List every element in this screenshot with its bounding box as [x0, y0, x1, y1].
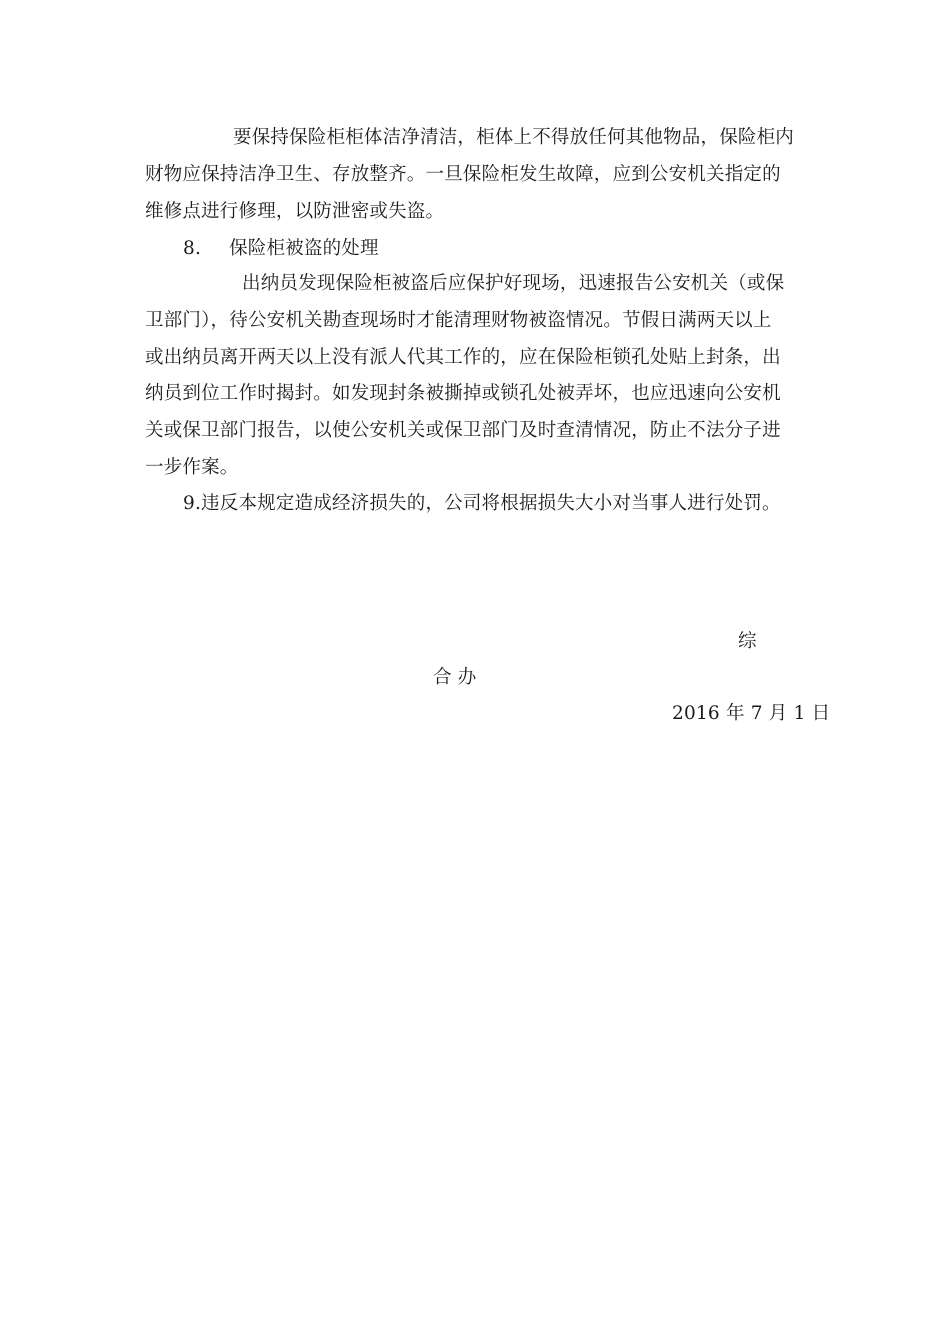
para2-line-3: 或出纳员离开两天以上没有派人代其工作的，应在保险柜锁孔处贴上封条，出 — [145, 347, 781, 368]
signature-dept-part-2: 合 办 — [433, 667, 477, 688]
para2-line-1: 出纳员发现保险柜被盗后应保护好现场，迅速报告公安机关（或保 — [242, 273, 785, 294]
para1-line-3: 维修点进行修理，以防泄密或失盗。 — [145, 201, 445, 222]
item-8-number: 8. — [183, 238, 202, 259]
para2-line-2: 卫部门），待公安机关勘查现场时才能清理财物被盗情况。节假日满两天以上 — [145, 310, 772, 331]
signature-date: 2016 年 7 月 1 日 — [672, 703, 831, 724]
item-8-title: 保险柜被盗的处理 — [229, 238, 379, 259]
para2-line-5: 关或保卫部门报告，以使公安机关或保卫部门及时查清情况，防止不法分子进 — [145, 420, 781, 441]
item-8-heading — [183, 236, 379, 262]
para1-line-1: 要保持保险柜柜体洁净清洁，柜体上不得放任何其他物品，保险柜内 — [233, 127, 795, 148]
para2-line-4: 纳员到位工作时揭封。如发现封条被撕掉或锁孔处被弄坏，也应迅速向公安机 — [145, 383, 781, 404]
signature-dept-part-1: 综 — [738, 631, 757, 652]
para2-line-6: 一步作案。 — [145, 457, 239, 478]
item-9-text: 9.违反本规定造成经济损失的，公司将根据损失大小对当事人进行处罚。 — [183, 493, 781, 514]
para1-line-2: 财物应保持洁净卫生、存放整齐。一旦保险柜发生故障，应到公安机关指定的 — [145, 164, 781, 185]
